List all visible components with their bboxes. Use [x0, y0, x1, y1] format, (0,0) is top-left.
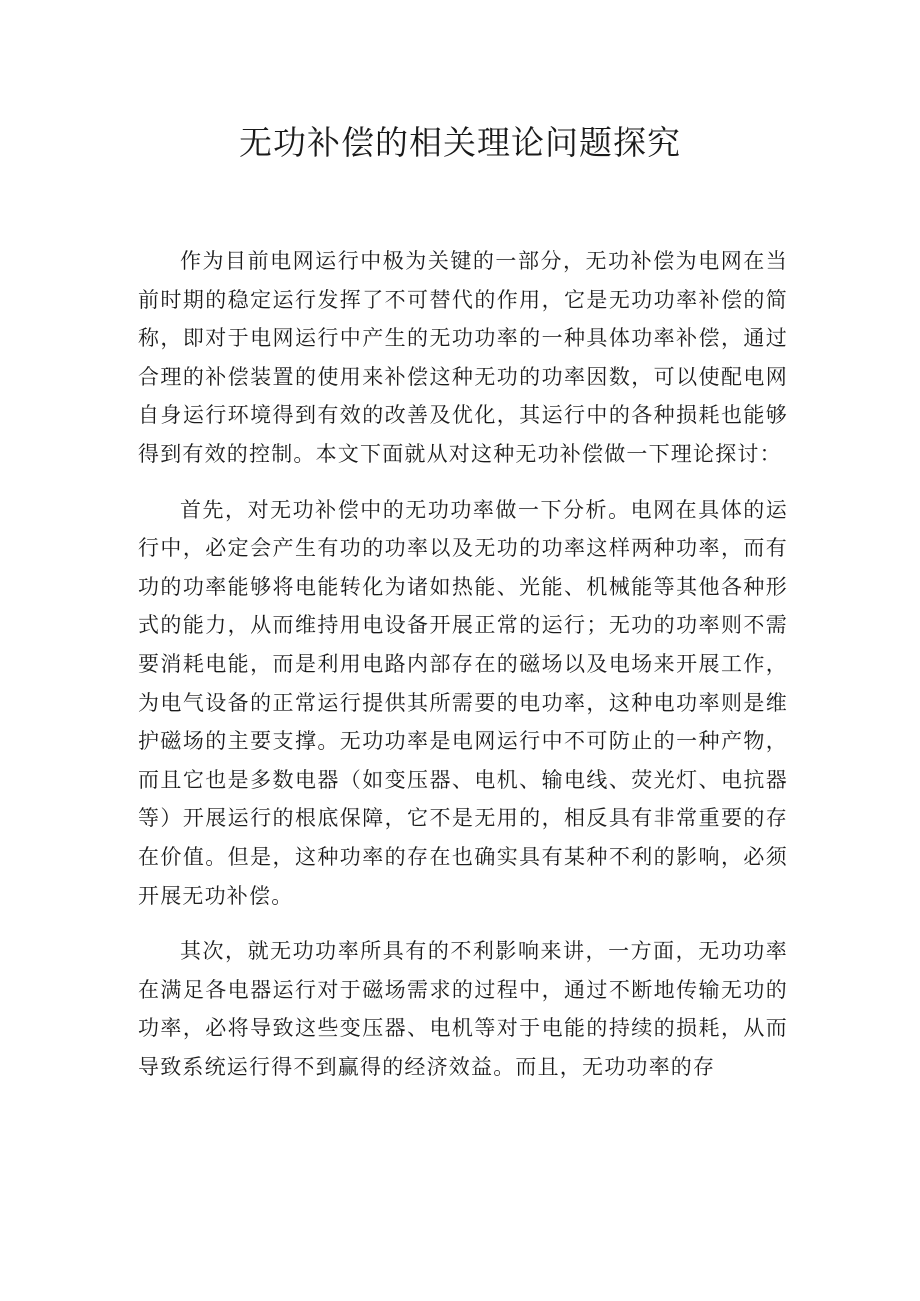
document-title: 无功补偿的相关理论问题探究 [239, 123, 681, 162]
paragraph-2: 首先，对无功补偿中的无功功率做一下分析。电网在具体的运行中，必定会产生有功的功率以及无功的功率这样两种功率，而有功的功率能够将电能转化为诸如热能、光能、机械能等其他各种形式的能力，从而维持用电设备开展正常的运行；无功的功率则不需要消耗电能，而是利用电路内部存在的磁场以及电场来开展工作，为电气设备的正常运行提供其所需要的电功率，这种电功率则是维护磁场的主要支撑。无功功率是电网运行中不可防止的一种产物，而且它也是多数电器（如变压器、电机、输电线、荧光灯、电抗器等）开展运行的根底保障，它不是无用的，相反具有非常重要的存在价值。但是，这种功率的存在也确实具有某种不利的影响，必须开展无功补偿。 [138, 497, 788, 908]
document-body [138, 242, 788, 1103]
paragraph-1: 作为目前电网运行中极为关键的一部分，无功补偿为电网在当前时期的稳定运行发挥了不可替代的作用，它是无功功率补偿的简称，即对于电网运行中产生的无功功率的一种具体功率补偿，通过合理的补偿装置的使用来补偿这种无功的功率因数，可以使配电网自身运行环境得到有效的改善及优化，其运行中的各种损耗也能够得到有效的控制。本文下面就从对这种无功补偿做一下理论探讨： [138, 249, 788, 466]
paragraph-3: 其次，就无功功率所具有的不利影响来讲，一方面，无功功率在满足各电器运行对于磁场需求的过程中，通过不断地传输无功的功率，必将导致这些变压器、电机等对于电能的持续的损耗，从而导致系统运行得不到赢得的经济效益。而且，无功功率的存 [138, 939, 788, 1079]
